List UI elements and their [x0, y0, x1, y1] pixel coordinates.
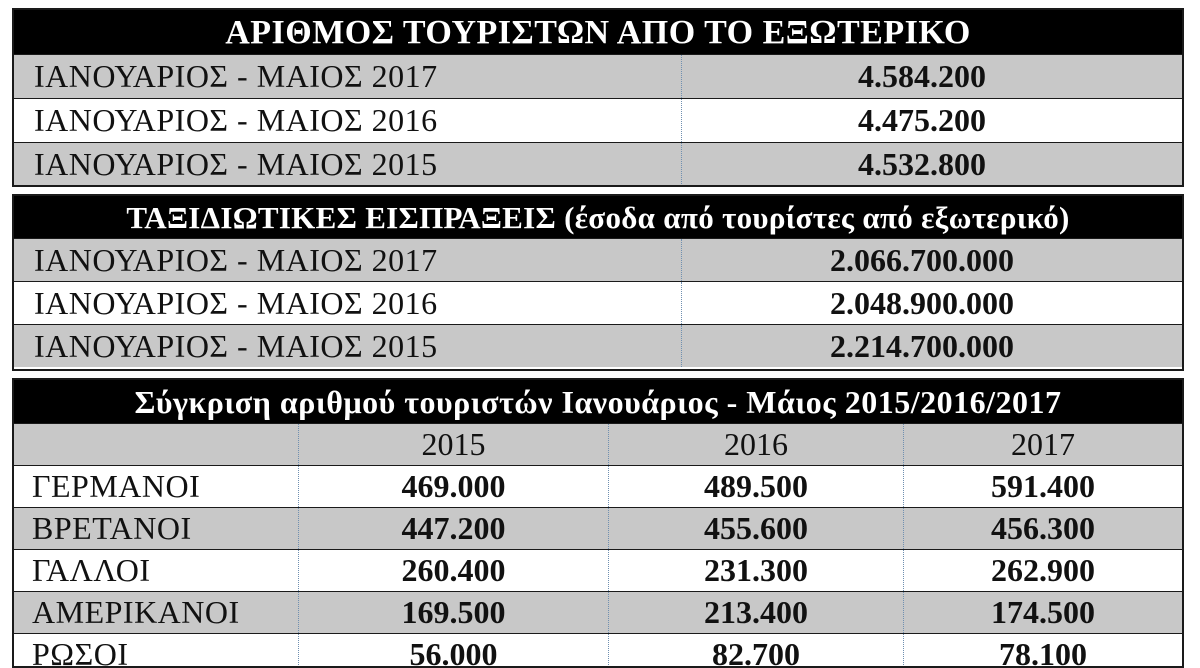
count-2015: 469.000 [299, 466, 609, 507]
table-row [14, 98, 1182, 142]
period-label: ΙΑΝΟΥΑΡΙΟΣ - ΜΑΙΟΣ 2016 [14, 99, 682, 142]
table-row [14, 324, 1182, 367]
table-row [14, 281, 1182, 324]
table-row [14, 142, 1182, 186]
table-row [14, 54, 1182, 98]
nationality-label: ΑΜΕΡΙΚΑΝΟΙ [14, 592, 299, 633]
nationality-label: ΓΕΡΜΑΝΟΙ [14, 466, 299, 507]
count-2016: 231.300 [609, 550, 904, 591]
count-2016: 213.400 [609, 592, 904, 633]
year-header: 2017 [1011, 426, 1075, 462]
nationality-label: ΡΩΣΟΙ [14, 634, 299, 668]
count-2017: 262.900 [991, 552, 1095, 588]
receipts-table [12, 194, 1184, 371]
comparison-table [12, 378, 1184, 668]
period-label: ΙΑΝΟΥΑΡΙΟΣ - ΜΑΙΟΣ 2017 [14, 55, 682, 98]
count-2017: 591.400 [991, 468, 1095, 504]
year-header: 2015 [299, 424, 609, 465]
arrivals-value: 4.475.200 [858, 102, 986, 138]
count-2017: 174.500 [991, 594, 1095, 630]
table-row [14, 633, 1182, 668]
count-2017: 78.100 [999, 636, 1087, 668]
table-row [14, 238, 1182, 281]
table-row [14, 465, 1182, 507]
table-row [14, 549, 1182, 591]
nationality-label: ΒΡΕΤΑΝΟΙ [14, 508, 299, 549]
year-header: 2016 [609, 424, 904, 465]
table-row [14, 591, 1182, 633]
arrivals-table [12, 8, 1184, 187]
count-2015: 169.500 [299, 592, 609, 633]
nationality-label: ΓΑΛΛΟΙ [14, 550, 299, 591]
period-label: ΙΑΝΟΥΑΡΙΟΣ - ΜΑΙΟΣ 2015 [14, 143, 682, 186]
count-2015: 260.400 [299, 550, 609, 591]
period-label: ΙΑΝΟΥΑΡΙΟΣ - ΜΑΙΟΣ 2015 [14, 325, 682, 367]
count-2016: 82.700 [609, 634, 904, 668]
count-2015: 447.200 [299, 508, 609, 549]
count-2017: 456.300 [991, 510, 1095, 546]
period-label: ΙΑΝΟΥΑΡΙΟΣ - ΜΑΙΟΣ 2017 [14, 239, 682, 281]
count-2016: 489.500 [609, 466, 904, 507]
year-header-row [14, 423, 1182, 465]
table-row [14, 507, 1182, 549]
comparison-title: Σύγκριση αριθμού τουριστών Ιανουάριος - Μάιος 2015/2016/2017 [14, 380, 1182, 423]
arrivals-title: ΑΡΙΘΜΟΣ ΤΟΥΡΙΣΤΩΝ ΑΠΟ ΤΟ ΕΞΩΤΕΡΙΚΟ [14, 10, 1182, 54]
period-label: ΙΑΝΟΥΑΡΙΟΣ - ΜΑΙΟΣ 2016 [14, 282, 682, 324]
receipts-value: 2.048.900.000 [830, 284, 1014, 321]
count-2016: 455.600 [609, 508, 904, 549]
arrivals-value: 4.532.800 [858, 146, 986, 182]
receipts-value: 2.214.700.000 [830, 327, 1014, 364]
count-2015: 56.000 [299, 634, 609, 668]
receipts-title: ΤΑΞΙΔΙΩΤΙΚΕΣ ΕΙΣΠΡΑΞΕΙΣ (έσοδα από τουρίστες από εξωτερικό) [14, 196, 1182, 238]
arrivals-value: 4.584.200 [858, 58, 986, 94]
receipts-value: 2.066.700.000 [830, 241, 1014, 278]
empty-header-cell [14, 424, 299, 465]
